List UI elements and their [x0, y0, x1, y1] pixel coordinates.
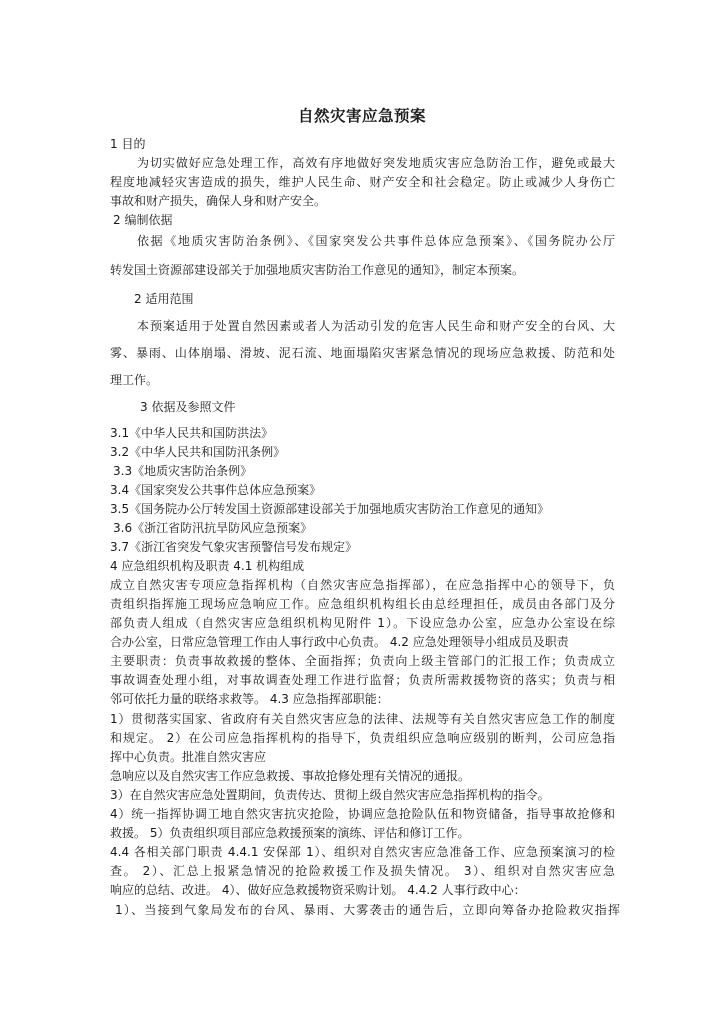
paragraph-line: 3）在自然灾害应急处置期间，负责传达、贯彻上级自然灾害应急指挥机构的指令。 — [110, 788, 550, 802]
paragraph-line: 程度地减轻灾害造成的损失，维护人民生命、财产安全和社会稳定。防止或减少人身伤亡 — [110, 175, 615, 189]
reference-item: 3.4《国家突发公共事件总体应急预案》 — [110, 483, 322, 497]
section-heading: 2 适用范围 — [134, 292, 194, 306]
paragraph-line: 救援。 5）负责组织项目部应急救援预案的演练、评估和修订工作。 — [110, 826, 470, 840]
paragraph-line: 责组织指挥施工现场应急响应工作。应急组织机构组长由总经理担任，成员由各部门及分 — [110, 597, 615, 611]
paragraph-line: 邻可依托力量的联络求救等。 4.3 应急指挥部职能： — [110, 692, 389, 706]
paragraph-line: 本预案适用于处置自然因素或者人为活动引发的危害人民生命和财产安全的台风、大 — [137, 319, 615, 333]
paragraph-line: 挥中心负责。批准自然灾害应 — [110, 750, 267, 764]
reference-item: 3.7《浙江省突发气象灾害预警信号发布规定》 — [110, 540, 358, 554]
section-heading: 3 依据及参照文件 — [140, 400, 236, 414]
paragraph-line: 成立自然灾害专项应急指挥机构（自然灾害应急指挥部），在应急指挥中心的领导下，负 — [110, 578, 615, 592]
paragraph-line: 查。 2）、汇总上报紧急情况的抢险救援工作及损失情况。 3）、组织对自然灾害应急 — [110, 864, 615, 878]
paragraph-line: 1）、当接到气象局发布的台风、暴雨、大雾袭击的通告后，立即向筹备办抢险救灾指挥 — [115, 903, 620, 917]
paragraph-line: 雾、暴雨、山体崩塌、滑坡、泥石流、地面塌陷灾害紧急情况的现场应急救援、防范和处 — [110, 346, 615, 360]
paragraph-line: 事故和财产损失，确保人身和财产安全。 — [110, 194, 327, 208]
paragraph-line: 为切实做好应急处理工作，高效有序地做好突发地质灾害应急防治工作，避免或最大 — [137, 156, 615, 170]
paragraph-line: 急响应以及自然灾害工作应急救援、事故抢修处理有关情况的通报。 — [110, 769, 471, 783]
reference-item: 3.5《国务院办公厅转发国土资源部建设部关于加强地质灾害防治工作意见的通知》 — [110, 502, 550, 516]
paragraph-line: 和规定。 2）在公司应急指挥机构的指导下，负责组织应急响应级别的断判，公司应急指 — [110, 731, 615, 745]
paragraph-line: 1）贯彻落实国家、省政府有关自然灾害应急的法律、法规等有关自然灾害应急工作的制度 — [110, 712, 615, 726]
paragraph-line: 响应的总结、改进。 4）、做好应急救援物资采购计划。 4.4.2 人事行政中心： — [110, 883, 526, 897]
paragraph-line: 合办公室，日常应急管理工作由人事行政中心负责。 4.2 应急处理领导小组成员及职责 — [110, 635, 569, 649]
paragraph-line: 转发国土资源部建设部关于加强地质灾害防治工作意见的通知》，制定本预案。 — [110, 263, 525, 277]
paragraph-line: 事故调查处理小组，对事故调查处理工作进行监督；负责所需救援物资的落实；负责与相 — [110, 673, 615, 687]
reference-item: 3.3《地质灾害防治条例》 — [113, 464, 253, 478]
document-title: 自然灾害应急预案 — [297, 107, 426, 125]
reference-item: 3.2《中华人民共和国防汛条例》 — [110, 445, 286, 459]
paragraph-line: 4.4 各相关部门职责 4.4.1 安保部 1）、组织对自然灾害应急准备工作、应急预案演习的检 — [110, 845, 615, 859]
section-heading: 2 编制依据 — [113, 213, 173, 227]
section-heading: 1 目的 — [110, 137, 146, 151]
paragraph-line: 4）统一指挥协调工地自然灾害抗灾抢险，协调应急抢险队伍和物资储备，指导事故抢修和 — [110, 807, 615, 821]
paragraph-line: 部负责人组成（自然灾害应急组织机构见附件 1）。下设应急办公室，应急办公室设在综 — [110, 616, 615, 630]
reference-item: 3.6《浙江省防汛抗旱防风应急预案》 — [113, 521, 313, 535]
paragraph-line: 理工作。 — [110, 373, 159, 387]
paragraph-line: 依据《地质灾害防治条例》、《国家突发公共事件总体应急预案》、《国务院办公厅 — [137, 234, 615, 248]
section-heading: 4 应急组织机构及职责 4.1 机构组成 — [110, 559, 305, 573]
paragraph-line: 主要职责：负责事故救援的整体、全面指挥；负责向上级主管部门的汇报工作；负责成立 — [110, 654, 615, 668]
reference-item: 3.1《中华人民共和国防洪法》 — [110, 426, 274, 440]
